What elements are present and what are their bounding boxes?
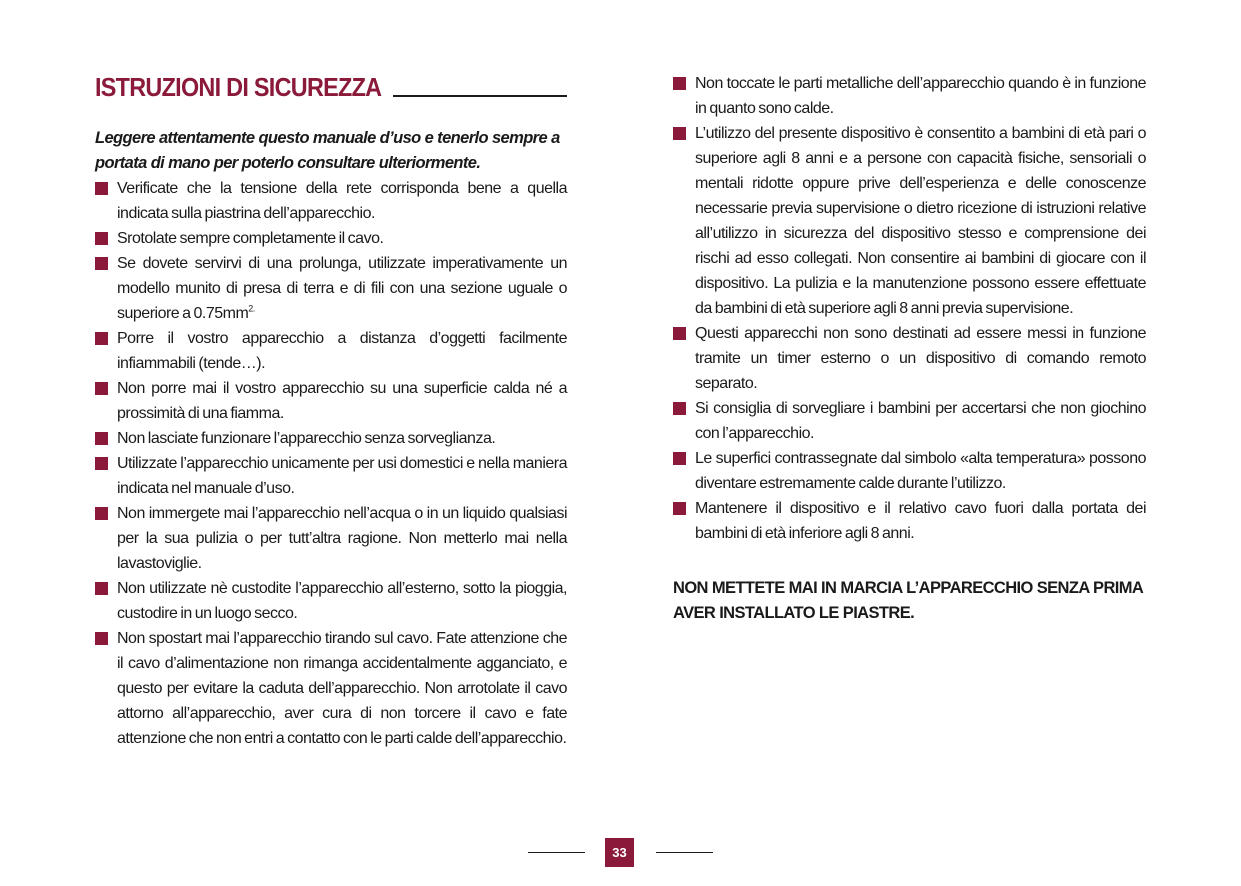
square-bullet-icon bbox=[673, 77, 686, 90]
square-bullet-icon bbox=[673, 127, 686, 140]
list-item: Non utilizzate nè custodite l’apparecchio all’esterno, sotto la pioggia, custodire in un luogo secco. bbox=[95, 576, 567, 626]
square-bullet-icon bbox=[95, 457, 108, 470]
page-number: 33 bbox=[605, 838, 634, 867]
square-bullet-icon bbox=[673, 502, 686, 515]
square-bullet-icon bbox=[95, 582, 108, 595]
list-item: Non lasciate funzionare l’apparecchio senza sorveglianza. bbox=[95, 426, 567, 451]
left-column bbox=[95, 68, 567, 751]
footer-rule-right bbox=[656, 852, 713, 853]
list-item: Non porre mai il vostro apparecchio su una superficie calda né a prossimità di una fiamma. bbox=[95, 376, 567, 426]
list-item: Verificate che la tensione della rete corrisponda bene a quella indicata sulla piastrina dell’apparecchio. bbox=[95, 176, 567, 226]
list-item: Non toccate le parti metalliche dell’apparecchio quando è in funzione in quanto sono calde. bbox=[673, 71, 1146, 121]
page-footer bbox=[0, 838, 1241, 868]
square-bullet-icon bbox=[673, 402, 686, 415]
list-item: Utilizzate l’apparecchio unicamente per usi domestici e nella maniera indicata nel manuale d’uso. bbox=[95, 451, 567, 501]
superscript: 2. bbox=[248, 303, 255, 314]
square-bullet-icon bbox=[95, 507, 108, 520]
list-item: Le superfici contrassegnate dal simbolo «alta temperatura» possono diventare estremamente calde durante l’utilizzo. bbox=[673, 446, 1146, 496]
square-bullet-icon bbox=[95, 332, 108, 345]
right-column bbox=[673, 68, 1146, 626]
square-bullet-icon bbox=[673, 327, 686, 340]
square-bullet-icon bbox=[95, 632, 108, 645]
square-bullet-icon bbox=[95, 382, 108, 395]
list-item: Porre il vostro apparecchio a distanza d’oggetti facilmente infiammabili (tende…). bbox=[95, 326, 567, 376]
list-item: Non spostart mai l’apparecchio tirando sul cavo. Fate attenzione che il cavo d’alimentazione non rimanga accidentalmente agganciato, e questo per evitare la caduta dell’apparecchio. Non arrotolate il cavo attorno all’apparecchio, aver cura di non torcere il cavo e fate attenzione che non entri a contatto con le parti calde dell’apparecchio. bbox=[95, 626, 567, 751]
title-rule bbox=[393, 95, 567, 97]
list-item: Mantenere il dispositivo e il relativo cavo fuori dalla portata dei bambini di età inferiore agli 8 anni. bbox=[673, 496, 1146, 546]
list-item: Se dovete servirvi di una prolunga, utilizzate imperativamente un modello munito di presa di terra e di fili con una sezione uguale o superiore a $0.75mm^{2.}$ bbox=[95, 251, 567, 326]
intro-text: Leggere attentamente questo manuale d’uso e tenerlo sempre a portata di mano per poterlo consultare ulteriormente. bbox=[95, 129, 560, 172]
list-item: Non immergete mai l’apparecchio nell’acqua o in un liquido qualsiasi per la sua pulizia o per tutt’altra ragione. Non metterlo mai nella lavastoviglie. bbox=[95, 501, 567, 576]
list-item: Srotolate sempre completamente il cavo. bbox=[95, 226, 567, 251]
square-bullet-icon bbox=[95, 432, 108, 445]
footer-rule-left bbox=[528, 852, 585, 853]
square-bullet-icon bbox=[95, 257, 108, 270]
list-item: Questi apparecchi non sono destinati ad essere messi in funzione tramite un timer esterno o un dispositivo di comando remoto separato. bbox=[673, 321, 1146, 396]
square-bullet-icon bbox=[95, 232, 108, 245]
list-item: L’utilizzo del presente dispositivo è consentito a bambini di età pari o superiore agli 8 anni e a persone con capacità fisiche, sensoriali o mentali ridotte oppure prive dell’esperienza e delle conoscenze necessarie previa supervisione o dietro ricezione di istruzioni relative all’utilizzo in sicurezza del dispositivo stesso e comprensione dei rischi ad esso collegati. Non consentire ai bambini di giocare con il dispositivo. La pulizia e la manutenzione possono essere effettuate da bambini di età superiore agli 8 anni previa supervisione. bbox=[673, 121, 1146, 321]
right-instruction-list bbox=[673, 71, 1146, 546]
square-bullet-icon bbox=[673, 452, 686, 465]
left-instruction-list bbox=[95, 176, 567, 751]
section-title: ISTRUZIONI DI SICUREZZA bbox=[95, 72, 382, 102]
list-item: Si consiglia di sorvegliare i bambini per accertarsi che non giochino con l’apparecchio. bbox=[673, 396, 1146, 446]
warning-notice: NON METTETE MAI IN MARCIA L’APPARECCHIO SENZA PRIMA AVER INSTALLATO LE PIASTRE. bbox=[673, 579, 1143, 622]
square-bullet-icon bbox=[95, 182, 108, 195]
section-heading bbox=[95, 68, 567, 102]
